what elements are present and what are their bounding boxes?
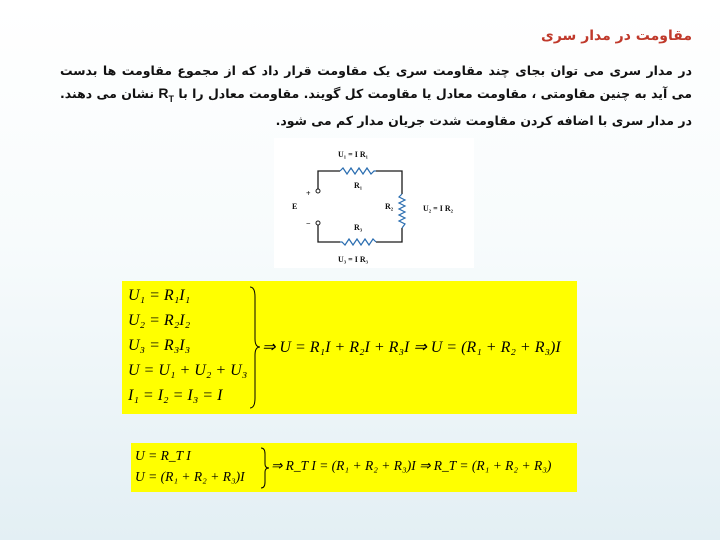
eq1-line-2: U₂ = R₂I₂ (128, 312, 191, 329)
rt-sub: T (168, 93, 175, 104)
series-circuit-diagram (274, 138, 474, 268)
eq1-line-5: I₁ = I₂ = I₃ = I (128, 387, 223, 404)
resistor-r1 (340, 168, 376, 174)
terminal-positive (316, 189, 320, 193)
equations-box-2 (131, 443, 577, 492)
source-label: E (292, 202, 298, 211)
eq1-line-4: U = U₁ + U₂ + U₃ (128, 362, 248, 379)
slide-paragraph (60, 60, 692, 132)
r1-label: R₁ (354, 181, 363, 190)
equations-box-1 (122, 281, 577, 414)
r2-label: R₂ (385, 202, 394, 211)
top-voltage-label: U₁ = I R₁ (338, 150, 369, 159)
right-voltage-label: U₂ = I R₂ (423, 204, 454, 213)
slide-title: مقاومت در مدار سری (541, 28, 692, 44)
eq1-result: ⇒ U = R₁I + R₂I + R₃I ⇒ U = (R₁ + R₂ + R₃)I (262, 339, 561, 356)
eq2-line-1: U = R_T I (135, 448, 191, 463)
brace-1 (248, 285, 262, 410)
paragraph-text-1: در مدار سری می توان بجای چند مقاومت سری یک مقاومت قرار داد که از مجموع مقاومت ها بدست می آید به چنین مقاومتی ، مقاومت معادل یا مقاومت کل گویند. مقاومت معادل را با (60, 63, 693, 101)
bottom-voltage-label: U₃ = I R₃ (338, 255, 369, 264)
paragraph-text-2: نشان می دهند. در مدار سری با اضافه کردن مقاومت شدت جریان مدار کم می شود. (60, 86, 692, 128)
resistor-r2 (399, 194, 405, 228)
resistor-r3 (340, 239, 376, 245)
brace-2 (259, 446, 271, 490)
rt-symbol (158, 85, 175, 104)
plus-sign: + (306, 189, 311, 198)
r3-label: R₃ (354, 223, 363, 232)
minus-sign: − (306, 219, 311, 228)
eq1-line-3: U₃ = R₃I₃ (128, 337, 191, 354)
eq2-result: ⇒ R_T I = (R₁ + R₂ + R₃)I ⇒ R_T = (R₁ + R₂ + R₃) (271, 458, 552, 473)
eq2-line-2: U = (R₁ + R₂ + R₃)I (135, 469, 245, 484)
rt-main: R (158, 85, 169, 101)
eq1-line-1: U₁ = R₁I₁ (128, 287, 191, 304)
terminal-negative (316, 221, 320, 225)
